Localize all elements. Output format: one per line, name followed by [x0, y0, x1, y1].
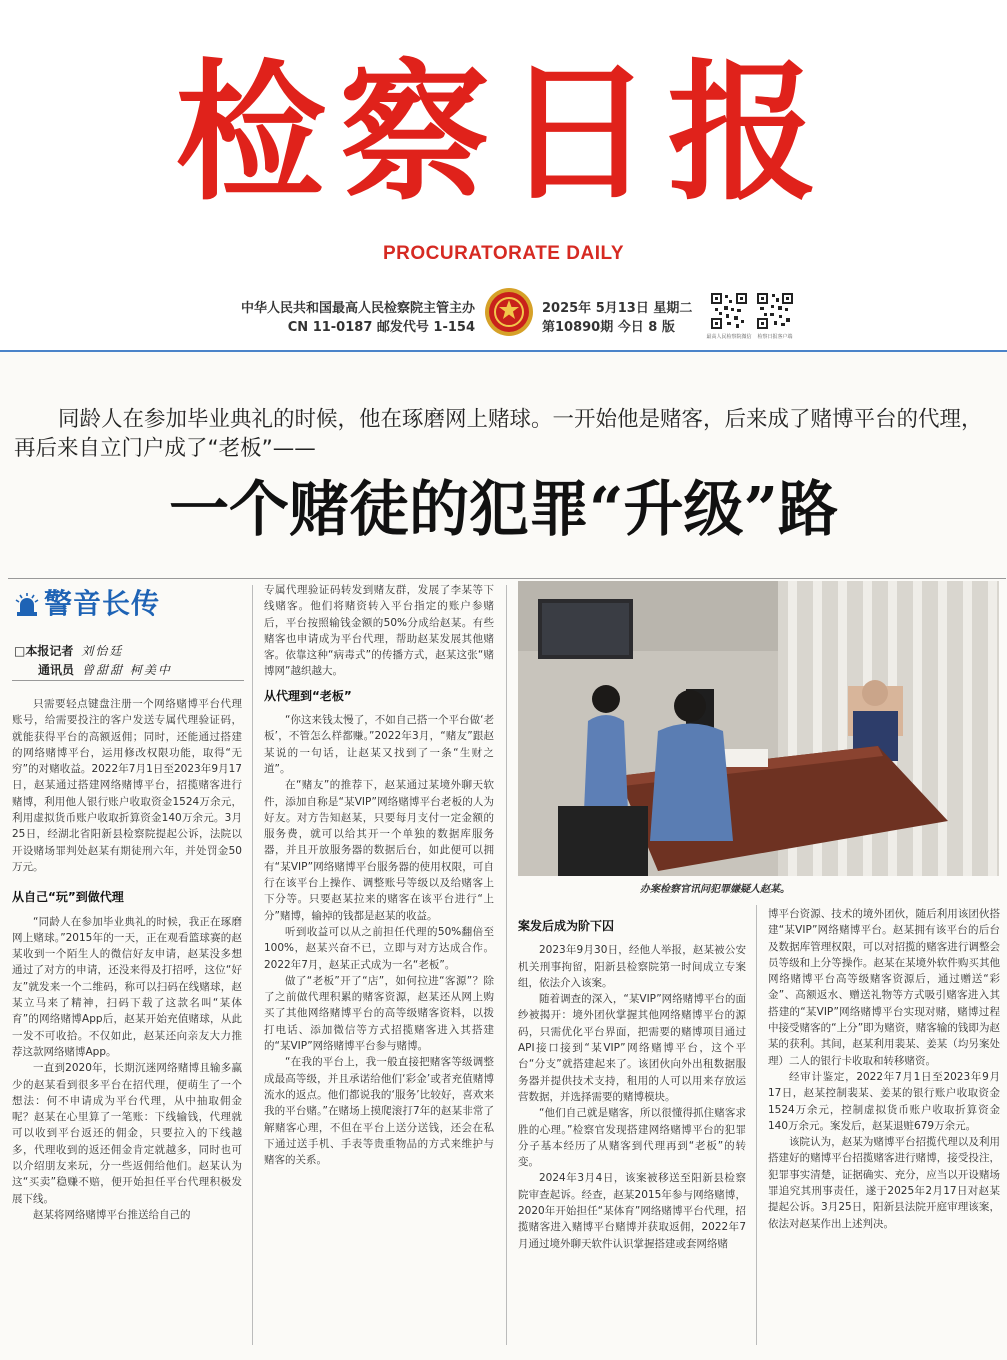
masthead-divider [0, 350, 1007, 352]
byline-correspondent-label: 通讯员 [38, 663, 75, 677]
article-column-2 [264, 582, 494, 1168]
paragraph: 一直到2020年，长期沉迷网络赌博且输多赢少的赵某看到很多平台在招代理，便萌生了一个想法：何不申请成为平台代理，从中抽取佣金呢？赵某在心里算了一笔账：下线输钱，代理就可以收到平台返还的佣金，只要拉入的下线越多，代理收到的返还佣金肯定就越多，同时也可以介绍朋友来玩，分一些返佣给他们。赵某认为这“买卖”稳赚不赔，便开始担任平台代理积极发展下线。 [12, 1062, 242, 1205]
paragraph: 随着调查的深入，“某VIP”网络赌博平台的面纱被揭开：境外团伙掌握其他网络赌博平台的源码，只需优化平台界面，把需要的赌博项目通过API接口接到“某VIP”网络赌博平台，这个平台“分支”就搭建起来了。该团伙向外出租数据服务器并提供技术支持，租用的人可以用来存放运营数据，并选择需要的赌博模块。 [518, 993, 746, 1103]
headline-divider [8, 578, 1006, 579]
siren-icon [14, 592, 40, 618]
column-label [14, 585, 244, 623]
byline-reporter-label: □本报记者 [14, 644, 74, 658]
byline-divider [12, 680, 244, 681]
article-column-1 [12, 696, 242, 1223]
qr-code-icon [710, 292, 748, 330]
article-column-3 [518, 918, 746, 1252]
paragraph: 专属代理验证码转发到赌友群，发展了李某等下线赌客。他们将赌资转入平台指定的账户参赌后，平台按照输钱金额的50%分成给赵某。有些赌客也申请成为平台代理，帮助赵某发展其他赌客。依靠这种“病毒式”的传播方式，赵某这张“赌博网”越织越大。 [264, 584, 494, 678]
column-divider [756, 905, 757, 1345]
byline-correspondents [38, 661, 172, 678]
paragraph: 在“赌友”的推荐下，赵某通过某境外聊天软件，添加自称是“某VIP”网络赌博平台老板的人为好友。对方告知赵某，只要每月支付一定金额的服务费，就可以给其开一个单独的数据库服务器，并且开放服务器的数据后台，如此便可以拥有“某VIP”网络赌博平台服务器的使用权限，可自行在该平台上操作、调整账号等级以及给赌客上下分等。只要赵某拉来的赌客在该平台进行“上分”赌博，输掉的钱都是赵某的收益。 [264, 779, 494, 922]
section-heading: 从自己“玩”到做代理 [12, 890, 124, 905]
column-divider [506, 585, 507, 1345]
qr-caption-wechat: 最高人民检察院微信 [706, 334, 752, 340]
masthead [0, 0, 1007, 352]
qr-caption-app: 检察日报客户端 [757, 334, 793, 340]
paragraph: 赵某将网络赌博平台推送给自己的 [33, 1208, 191, 1221]
issue-number: 第10890期 今日 8 版 [542, 320, 675, 335]
column-divider [252, 585, 253, 1345]
paragraph: 博平台资源、技术的境外团伙，随后利用该团伙搭建“某VIP”网络赌博平台。赵某拥有该平台的后台及数据库管理权限，可以对招揽的赌客进行调整会员等级和上分等操作。赵某在某境外软件购买其他网络赌博平台高等级赌客资源后，通过赠送“彩金”、高额返水、赠送礼物等方式吸引赌客进入其搭建的“某VIP”网络赌博平台实现对赌，赌博过程中接受赌客的“上分”即为赌资，赌客输的钱即为赵某的获利。其间，赵某利用裴某、姜某（均另案处理）二人的银行卡收取和转移赌资。 [768, 908, 1000, 1067]
paragraph: “你这来钱太慢了，不如自己搭一个平台做‘老板’，不管怎么样都赚。”2022年3月，“赌友”跟赵某说的一句话，让赵某又找到了一条“生财之道”。 [264, 714, 494, 775]
photo-caption: 办案检察官讯问犯罪嫌疑人赵某。 [640, 884, 790, 895]
paragraph: 经审计鉴定，2022年7月1日至2023年9月17日，赵某控制裴某、姜某的银行账户收取资金1524万余元，控制虚拟货币账户收取折算资金140万余元。案发后，赵某退赃679万余元。 [768, 1070, 1000, 1132]
national-emblem-icon [484, 287, 534, 337]
publisher-line: 中华人民共和国最高人民检察院主管主办 [240, 301, 475, 316]
paragraph: 做了“老板”开了“店”，如何拉进“客源”？除了之前做代理积累的赌客资源，赵某还从网上购买了其他网络赌博平台的高等级赌客资料，以拨打电话、添加微信等方式招揽赌客进入其搭建的“某VIP”网络赌博平台参与赌博。 [264, 974, 494, 1053]
paragraph: “他们自己就是赌客，所以很懂得抓住赌客求胜的心理。”检察官发现搭建网络赌博平台的犯罪分子基本经历了从赌客到代理再到“老板”的转变。 [518, 1107, 746, 1169]
registration-codes: CN 11-0187 邮发代号 1-154 [287, 320, 475, 335]
article-headline: 一个赌徒的犯罪“升级”路 [168, 475, 839, 545]
qr-code-icon [756, 292, 794, 330]
byline-correspondent-names: 曾甜甜 柯美中 [82, 663, 172, 677]
column-title: 警音长传 [44, 587, 161, 620]
section-heading: 从代理到“老板” [264, 688, 352, 703]
paragraph: “在我的平台上，我一般直接把赌客等级调整成最高等级，并且承诺给他们‘彩金’或者充值赌博流水的返点。他们都说我的‘服务’比较好，喜欢来我的平台赌。”在赌场上摸爬滚打7年的赵某非常了解赌客心理，不但在平台上送分送钱，还会在私下通过送手机、手表等贵重物品的方式来维护与赌客的关系。 [264, 1056, 494, 1167]
issue-date: 2025年 5月13日 星期二 [542, 301, 693, 316]
paragraph: 2023年9月30日，经他人举报，赵某被公安机关刑事拘留，阳新县检察院第一时间成立专案组，依法介入该案。 [518, 944, 746, 989]
article-column-4 [768, 906, 1000, 1232]
interrogation-photo [518, 581, 999, 876]
byline-reporter [14, 642, 123, 659]
byline-reporter-name: 刘怡廷 [81, 644, 124, 658]
article-intro: 只需要轻点键盘注册一个网络赌博平台代理账号，给需要投注的客户发送专属代理验证码，就能获得平台的高额返佣；同时，还能通过搭建的网络赌博平台，运用修改权限功能，取得“无穷”的对赌收益。2022年7月1日至2023年9月17日，赵某通过搭建网络赌博平台，招揽赌客进行赌博，利用他人银行账户收取资金1524万余元，利用虚拟货币账户收取折算资金140万余元。3月25日，经湖北省阳新县检察院提起公诉，法院以开设赌场罪判处赵某有期徒刑六年，并处罚金50万元。 [12, 698, 242, 873]
paragraph: 2024年3月4日，该案被移送至阳新县检察院审查起诉。经查，赵某2015年参与网络赌博，2020年开始担任“某体育”网络赌博平台代理，招揽赌客进入赌博平台赌博并获取返佣，2022年7月通过境外聊天软件认识掌握搭建或套网络赌 [518, 1172, 746, 1250]
article-kicker: 同龄人在参加毕业典礼的时候，他在琢磨网上赌球。一开始他是赌客，后来成了赌博平台的代理，再后来自立门户成了“老板”—— [14, 407, 983, 461]
newspaper-english-title: PROCURATORATE DAILY [382, 243, 625, 264]
paragraph: 该院认为，赵某为赌博平台招揽代理以及利用搭建好的赌博平台招揽赌客进行赌博，接受投注，犯罪事实清楚，证据确实、充分，应当以开设赌场罪追究其刑事责任，遂于2025年2月17日对赵某提起公诉。3月25日，阳新县法院开庭审理该案，依法对赵某作出上述判决。 [768, 1136, 1000, 1230]
paragraph: 听到收益可以从之前担任代理的50%翻倍至100%，赵某兴奋不已，立即与对方达成合作。2022年7月，赵某正式成为一名“老板”。 [264, 925, 494, 971]
newspaper-title: 检察日报 [175, 45, 832, 221]
paragraph: “同龄人在参加毕业典礼的时候，我正在琢磨网上赌球。”2015年的一天，正在观看篮球赛的赵某收到一个陌生人的微信好友申请，赵某没多想通过了对方的申请，还没来得及打招呼，这位“好友”就发来一个二维码，称可以扫码在线赌球，赵某立马来了精神，扫码下载了这款名叫“某体育”的网络赌博App后，赵某开始充值赌球，从此一发不可收拾。不仅如此，赵某还向亲友大力推荐这款网络赌博App。 [12, 915, 242, 1058]
section-heading: 案发后成为阶下囚 [518, 919, 615, 933]
